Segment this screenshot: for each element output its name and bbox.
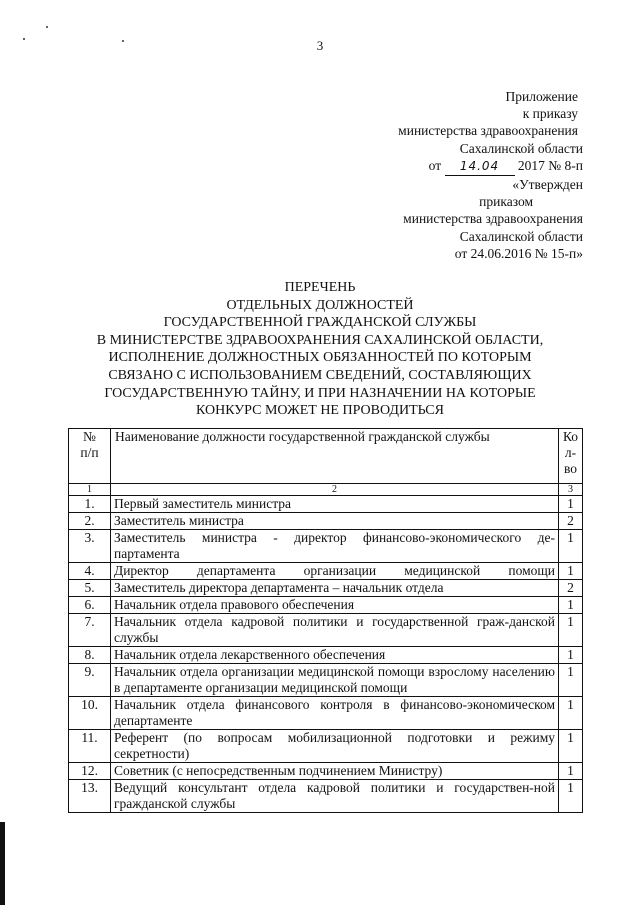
header-position-name: Наименование должности государственной гражданской службы — [111, 429, 559, 484]
approved-line: приказом — [479, 194, 533, 210]
row-number: 1. — [69, 496, 111, 513]
column-index-row — [69, 484, 583, 496]
header-number-line: № — [83, 429, 96, 444]
row-number: 6. — [69, 597, 111, 614]
position-quantity: 1 — [559, 697, 583, 730]
position-title: Советник (с непосредственным подчинением Министру) — [111, 763, 559, 780]
document-title — [0, 279, 640, 420]
position-quantity: 1 — [559, 730, 583, 763]
position-quantity: 1 — [559, 664, 583, 697]
title-line: ОТДЕЛЬНЫХ ДОЛЖНОСТЕЙ — [226, 297, 414, 313]
table-row — [69, 530, 583, 563]
table-row — [69, 780, 583, 813]
position-quantity: 1 — [559, 763, 583, 780]
appendix-block — [323, 88, 583, 262]
column-index: 1 — [69, 484, 111, 496]
approved-line: «Утвержден — [512, 177, 583, 193]
position-quantity: 2 — [559, 513, 583, 530]
title-line: ИСПОЛНЕНИЕ ДОЛЖНОСТНЫХ ОБЯЗАННОСТЕЙ ПО КОТОРЫМ — [108, 350, 532, 366]
row-number: 13. — [69, 780, 111, 813]
position-quantity: 1 — [559, 597, 583, 614]
row-number: 4. — [69, 563, 111, 580]
page-number: 3 — [316, 38, 324, 53]
position-quantity: 1 — [559, 780, 583, 813]
row-number: 3. — [69, 530, 111, 563]
appendix-line: Сахалинской области — [459, 140, 583, 156]
position-title: Начальник отдела правового обеспечения — [111, 597, 559, 614]
table-row — [69, 763, 583, 780]
appendix-line: министерства здравоохранения — [398, 123, 578, 139]
position-title: Первый заместитель министра — [111, 496, 559, 513]
position-title: Заместитель министра — [111, 513, 559, 530]
row-number: 5. — [69, 580, 111, 597]
position-quantity: 1 — [559, 530, 583, 563]
header-number — [69, 429, 111, 484]
title-line: КОНКУРС МОЖЕТ НЕ ПРОВОДИТЬСЯ — [195, 403, 444, 419]
row-number: 12. — [69, 763, 111, 780]
table-row — [69, 580, 583, 597]
position-title: Заместитель директора департамента – начальник отдела — [111, 580, 559, 597]
position-quantity: 1 — [559, 496, 583, 513]
header-number-line: п/п — [80, 445, 99, 460]
appendix-line: к приказу — [522, 106, 578, 122]
table-row — [69, 730, 583, 763]
approved-line: от 24.06.2016 № 15-п» — [454, 245, 583, 261]
title-line: ГОСУДАРСТВЕННОЙ ГРАЖДАНСКОЙ СЛУЖБЫ — [163, 315, 477, 331]
row-number: 10. — [69, 697, 111, 730]
header-quantity-line: Ко — [562, 429, 579, 444]
title-line: СВЯЗАНО С ИСПОЛЬЗОВАНИЕМ СВЕДЕНИЙ, СОСТАВЛЯЮЩИХ — [108, 367, 532, 383]
header-quantity-line: во — [563, 461, 578, 476]
table-row — [69, 563, 583, 580]
position-quantity: 1 — [559, 563, 583, 580]
table-row — [69, 496, 583, 513]
position-title: Директор департамента организации медицинской помощи — [111, 563, 559, 580]
table-row — [69, 513, 583, 530]
position-title: Начальник отдела финансового контроля в финансово-экономическом департаменте — [111, 697, 559, 730]
position-quantity: 1 — [559, 614, 583, 647]
title-line: В МИНИСТЕРСТВЕ ЗДРАВООХРАНЕНИЯ САХАЛИНСКОЙ ОБЛАСТИ, — [96, 332, 544, 348]
date-suffix: 2017 № 8-п — [517, 157, 583, 173]
position-title: Ведущий консультант отдела кадровой политики и государствен-ной гражданской службы — [111, 780, 559, 813]
position-title: Начальник отдела лекарственного обеспечения — [111, 647, 559, 664]
position-title: Начальник отдела организации медицинской помощи взрослому населению в департаменте организации медицинской помощи — [111, 664, 559, 697]
row-number: 9. — [69, 664, 111, 697]
position-title: Заместитель министра - директор финансово-экономического де-партамента — [111, 530, 559, 563]
row-number: 11. — [69, 730, 111, 763]
approved-line: Сахалинской области — [459, 228, 583, 244]
title-line: ПЕРЕЧЕНЬ — [284, 280, 356, 295]
appendix-date — [323, 157, 583, 176]
header-quantity-line: л- — [564, 445, 577, 460]
scan-edge-shadow — [0, 822, 5, 905]
table-row — [69, 664, 583, 697]
date-prefix: от — [428, 157, 442, 173]
scan-speck — [46, 26, 48, 28]
table-row — [69, 614, 583, 647]
table-row — [69, 647, 583, 664]
appendix-line: Приложение — [505, 89, 578, 104]
row-number: 8. — [69, 647, 111, 664]
position-title: Начальник отдела кадровой политики и государственной граж-данской службы — [111, 614, 559, 647]
position-quantity: 2 — [559, 580, 583, 597]
table-row — [69, 697, 583, 730]
position-title: Референт (по вопросам мобилизационной подготовки и режиму секретности) — [111, 730, 559, 763]
column-index: 3 — [559, 484, 583, 496]
approved-line: министерства здравоохранения — [403, 211, 583, 227]
column-index: 2 — [111, 484, 559, 496]
header-quantity — [559, 429, 583, 484]
title-line: ГОСУДАРСТВЕННУЮ ТАЙНУ, И ПРИ НАЗНАЧЕНИИ НА КОТОРЫЕ — [104, 385, 536, 401]
handwritten-date: 14.04 — [445, 158, 515, 176]
positions-table — [68, 428, 583, 813]
table-header-row — [69, 429, 583, 484]
row-number: 7. — [69, 614, 111, 647]
position-quantity: 1 — [559, 647, 583, 664]
row-number: 2. — [69, 513, 111, 530]
table-row — [69, 597, 583, 614]
